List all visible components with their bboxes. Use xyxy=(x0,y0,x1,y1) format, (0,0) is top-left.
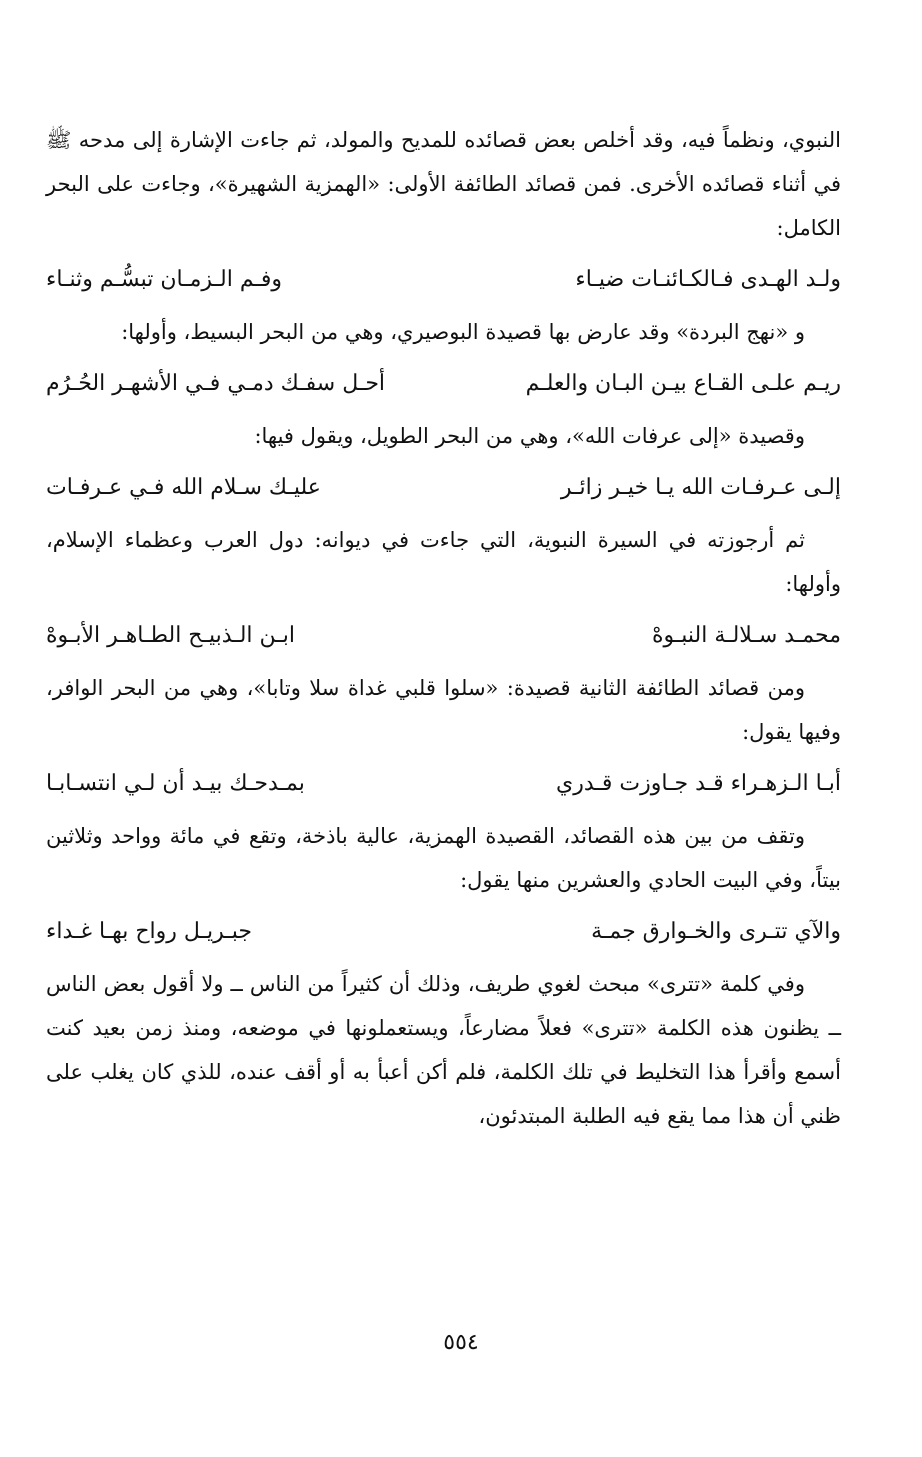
verse-first-hemistich: محمـد سـلالـة النبـوهْ xyxy=(651,623,841,648)
verse-second-hemistich: وفـم الـزمـان تبسُّـم وثنـاء xyxy=(46,267,283,292)
verse-second-hemistich: بمـدحـك بيـد أن لـي انتسـابـا xyxy=(46,771,305,796)
verse-second-hemistich: أحـل سفـك دمـي فـي الأشهـر الحُـرُم xyxy=(46,371,386,396)
verse-line xyxy=(46,362,841,406)
paragraph: وقصيدة «إلى عرفات الله»، وهي من البحر الطويل، ويقول فيها: xyxy=(254,424,805,448)
paragraph: النبوي، ونظماً فيه، وقد أخلص بعض قصائده للمديح والمولد، ثم جاءت الإشارة إلى مدحه ﷺ في أثناء قصائده الأخرى. فمن قصائد الطائفة الأولى: «الهمزية الشهيرة»، وجاءت على البحر الكامل: xyxy=(46,128,841,240)
verse-first-hemistich: إلـى عـرفـات الله يـا خيـر زائـر xyxy=(560,475,841,500)
paragraph: وفي كلمة «تترى» مبحث لغوي طريف، وذلك أن كثيراً من الناس ــ ولا أقول بعض الناس ــ يظنون هذه الكلمة «تترى» فعلاً مضارعاً، ويستعملونها في موضعه، ومنذ زمن بعيد كنت أسمع وأقرأ هذا التخليط في تلك الكلمة، فلم أكن أعبأ به أو أقف عنده، للذي كان يغلب على ظني أن هذا مما يقع فيه الطلبة المبتدئون، xyxy=(46,972,841,1128)
verse-line xyxy=(46,466,841,510)
verse-line xyxy=(46,762,841,806)
verse-line xyxy=(46,614,841,658)
paragraph: و «نهج البردة» وقد عارض بها قصيدة البوصيري، وهي من البحر البسيط، وأولها: xyxy=(121,320,805,344)
verse-second-hemistich: ابـن الـذبيـح الطـاهـر الأبـوهْ xyxy=(46,623,295,648)
page-body xyxy=(46,118,841,1138)
paragraph: وتقف من بين هذه القصائد، القصيدة الهمزية، عالية باذخة، وتقع في مائة وواحد وثلاثين بيتاً، وفي البيت الحادي والعشرين منها يقول: xyxy=(46,824,841,892)
verse-first-hemistich: ريـم علـى القـاع بيـن البـان والعلـم xyxy=(525,371,841,396)
verse-second-hemistich: جبـريـل رواح بهـا غـداء xyxy=(46,919,252,944)
verse-second-hemistich: عليـك سـلام الله فـي عـرفـات xyxy=(46,475,321,500)
verse-line xyxy=(46,258,841,302)
verse-first-hemistich: والآي تتـرى والخـوارق جمـة xyxy=(591,919,841,944)
paragraph: ومن قصائد الطائفة الثانية قصيدة: «سلوا قلبي غداة سلا وتابا»، وهي من البحر الوافر، وفيها يقول: xyxy=(46,676,841,744)
paragraph: ثم أرجوزته في السيرة النبوية، التي جاءت في ديوانه: دول العرب وعظماء الإسلام، وأولها: xyxy=(46,528,841,596)
page-number: ٥٥٤ xyxy=(443,1330,479,1355)
verse-line xyxy=(46,910,841,954)
verse-first-hemistich: ولـد الهـدى فـالكـائنـات ضيـاء xyxy=(575,267,841,292)
verse-first-hemistich: أبـا الـزهـراء قـد جـاوزت قـدري xyxy=(556,771,841,796)
